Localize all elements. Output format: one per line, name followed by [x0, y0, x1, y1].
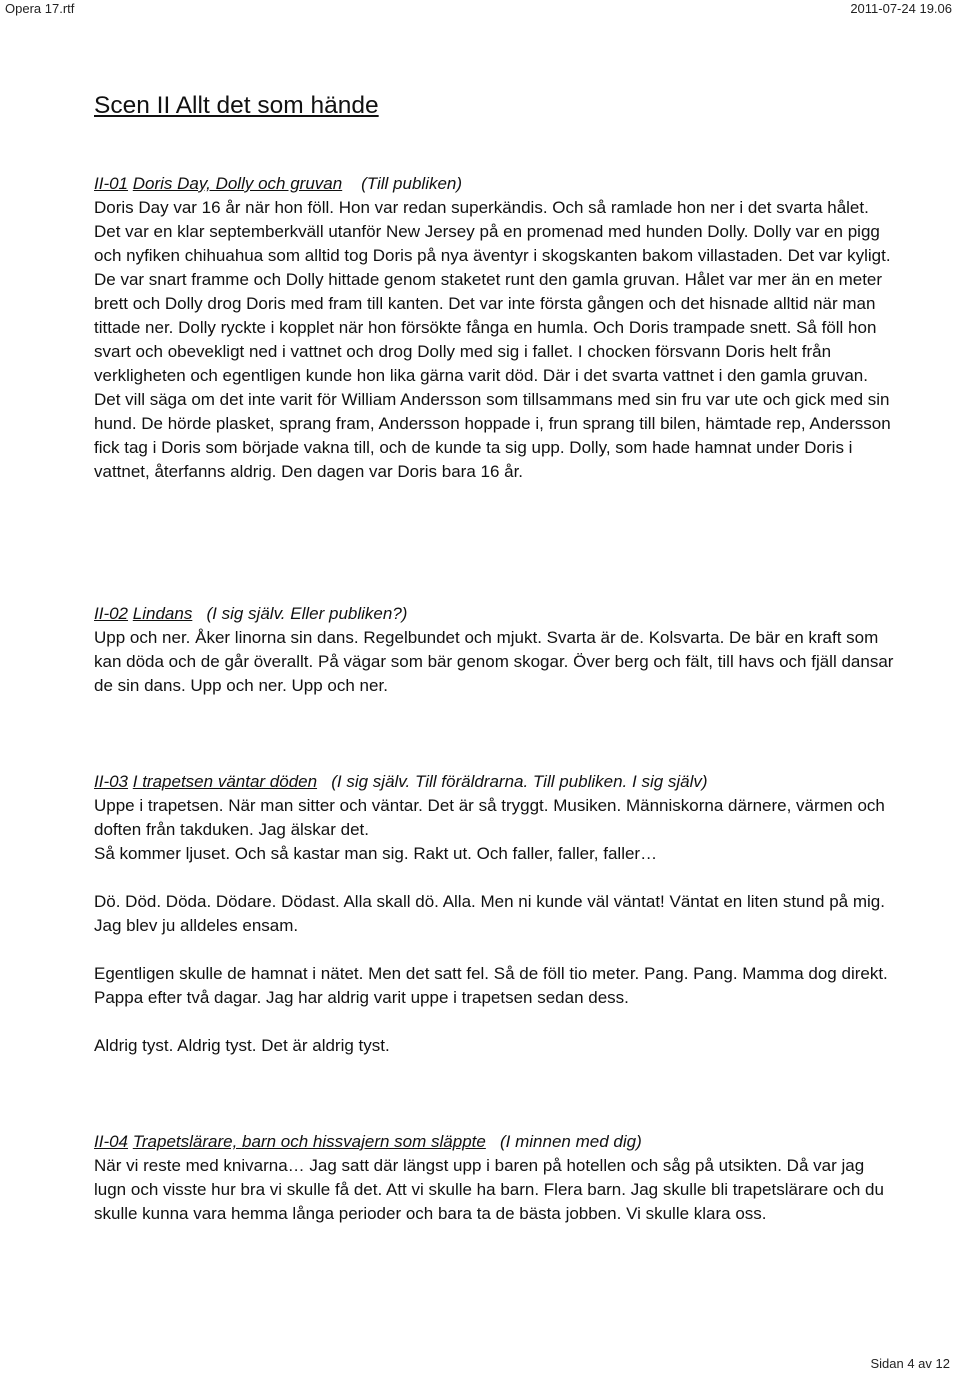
section-code: II-01	[94, 174, 129, 193]
paragraph: Så kommer ljuset. Och så kastar man sig. Rakt ut. Och faller, faller, faller…	[94, 844, 658, 863]
section-code: II-04	[94, 1132, 129, 1151]
stage-direction: (I minnen med dig)	[500, 1132, 642, 1151]
document-body	[94, 90, 894, 1223]
section-name: I trapetsen väntar döden	[132, 772, 318, 791]
scene-title: Scen II Allt det som hände	[94, 92, 379, 119]
section-heading	[94, 770, 894, 794]
section-ii-02	[94, 602, 894, 698]
stage-direction: (Till publiken)	[361, 174, 463, 193]
section-ii-01	[94, 172, 894, 484]
paragraph: Egentligen skulle de hamnat i nätet. Men det satt fel. Så de föll tio meter. Pang. Pang. Mamma dog direkt. Pappa efter två dagar. Jag har aldrig varit uppe i trapetsen sedan dess.	[94, 964, 888, 1007]
paragraph: Doris Day var 16 år när hon föll. Hon var redan superkändis. Och så ramlade hon ner i det svarta hålet. Det var en klar septemberkväll utanför New Jersey på en promenad med hunden Dolly. Dolly var en pigg och nyfiken chihuahua som alltid tog Doris på nya äventyr i skogskanten bakom villastaden. Det var kyligt. De var snart framme och Dolly hittade genom staketet runt den gamla gruvan. Hålet var mer än en meter brett och Dolly drog Doris med fram till kanten. Det var inte första gången och det hisnade alltid när man tittade ner. Dolly ryckte i kopplet när hon försökte fånga en humla. Och Doris trampade snett. Så föll hon svart och obevekligt ned i vattnet och drog Dolly med sig i fallet. I chocken försvann Doris helt från verkligheten och egentligen kunde hon lika gärna varit död. Där i det svarta vattnet i den gamla gruvan. Det vill säga om det inte varit för William Andersson som tillsammans med sin fru var ute och gick med sin hund. De hörde plasket, sprang fram, Andersson hoppade i, frun sprang till bilen, hämtade rep, Andersson fick tag i Doris som började vakna till, och de kunde ta sig upp. Dolly, som hade hamnat under Doris i vattnet, återfanns aldrig. Den dagen var Doris bara 16 år.	[94, 198, 891, 481]
stage-direction: (I sig själv. Eller publiken?)	[206, 604, 408, 623]
print-header	[0, 0, 960, 22]
paragraph: När vi reste med knivarna… Jag satt där längst upp i baren på hotellen och såg på utsikten. Då var jag lugn och visste hur bra vi skulle få det. Att vi skulle ha barn. Flera barn. Jag skulle bli trapetslärare och du skulle kunna vara hemma långa perioder och bara ta de bästa jobben. Vi skulle klara oss.	[94, 1156, 884, 1223]
section-name: Doris Day, Dolly och gruvan	[132, 174, 343, 193]
section-ii-04	[94, 1130, 894, 1226]
paragraph: Uppe i trapetsen. När man sitter och väntar. Det är så tryggt. Musiken. Människorna därnere, värmen och doften från takduken. Jag älskar det.	[94, 796, 885, 839]
paragraph: Aldrig tyst. Aldrig tyst. Det är aldrig tyst.	[94, 1036, 390, 1055]
section-ii-03	[94, 770, 894, 1058]
header-filename: Opera 17.rtf	[5, 1, 75, 16]
section-code: II-02	[94, 604, 129, 623]
header-timestamp: 2011-07-24 19.06	[850, 1, 952, 16]
section-code: II-03	[94, 772, 129, 791]
paragraph: Upp och ner. Åker linorna sin dans. Regelbundet och mjukt. Svarta är de. Kolsvarta. De bär en kraft som kan döda och de går överallt. På vägar som bär genom skogar. Över berg och fält, till havs och fjäll dansar de sin dans. Upp och ner. Upp och ner.	[94, 628, 894, 695]
section-name: Trapetslärare, barn och hissvajern som släppte	[132, 1132, 486, 1151]
section-heading	[94, 172, 894, 196]
section-heading	[94, 1130, 894, 1154]
stage-direction: (I sig själv. Till föräldrarna. Till publiken. I sig själv)	[331, 772, 708, 791]
page-number: Sidan 4 av 12	[870, 1356, 950, 1371]
paragraph: Dö. Död. Döda. Dödare. Dödast. Alla skall dö. Alla. Men ni kunde väl väntat! Väntat en liten stund på mig. Jag blev ju alldeles ensam.	[94, 892, 885, 935]
section-name: Lindans	[132, 604, 193, 623]
section-heading	[94, 602, 894, 626]
